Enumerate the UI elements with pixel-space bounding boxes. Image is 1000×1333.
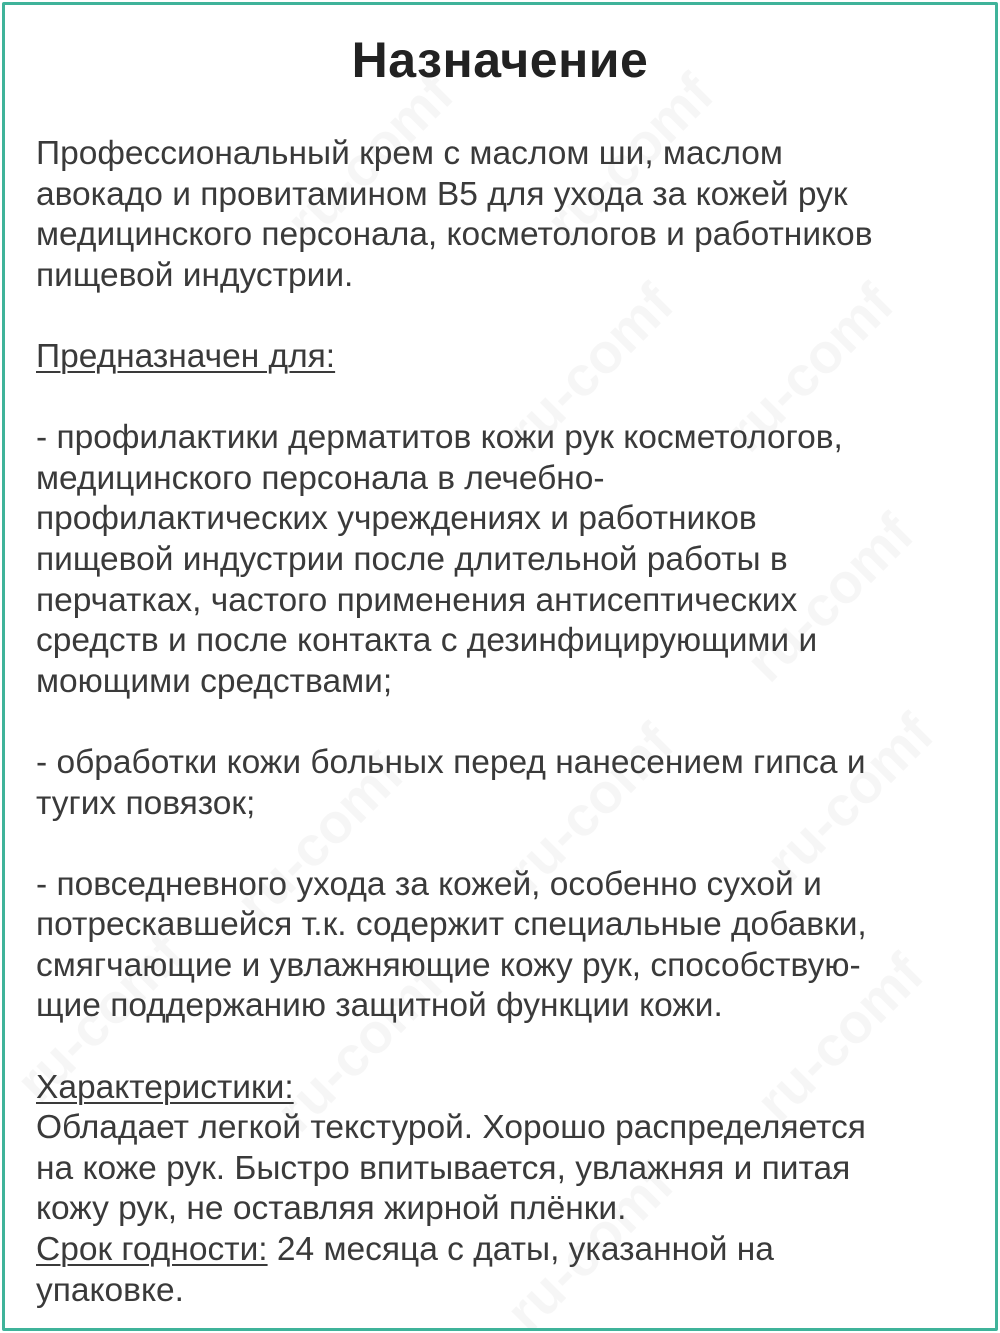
purpose-heading (36, 337, 971, 378)
characteristics-heading (36, 1068, 971, 1109)
purpose-item-line: пищевой индустрии после длительной работы в (36, 540, 788, 578)
purpose-item-line: - обработки кожи больных перед нанесением гипса и (36, 743, 866, 781)
purpose-item-line: перчатках, частого применения антисептических (36, 581, 798, 619)
purpose-item-line: щие поддержанию защитной функции кожи. (36, 987, 723, 1025)
characteristics-line: на коже рук. Быстро впитывается, увлажняя и питая (36, 1149, 851, 1187)
purpose-item-line: потрескавшейся т.к. содержит специальные добавки, (36, 906, 867, 944)
characteristics-line: Обладает легкой текстурой. Хорошо распределяется (36, 1109, 866, 1147)
purpose-item-line: тугих повязок; (36, 784, 256, 822)
intro-line: Профессиональный крем с маслом ши, маслом (36, 135, 783, 172)
shelf-life-line: упаковке. (36, 1271, 184, 1309)
shelf-life-label: Срок годности: (36, 1231, 268, 1269)
characteristics-line: кожу рук, не оставляя жирной плёнки. (36, 1190, 627, 1228)
characteristics-heading-text: Характеристики: (36, 1068, 294, 1106)
intro-line: пищевой индустрии. (36, 256, 354, 294)
intro-line: авокадо и провитамином B5 для ухода за кожей рук (36, 175, 848, 213)
purpose-item-line: средств и после контакта с дезинфицирующими и (36, 622, 818, 660)
intro-paragraph (36, 134, 971, 296)
purpose-item-line: моющими средствами; (36, 662, 393, 700)
purpose-item-line: - повседневного ухода за кожей, особенно сухой и (36, 865, 822, 903)
purpose-item (36, 418, 971, 702)
characteristics-paragraph (36, 1108, 971, 1230)
purpose-item-line: смягчающие и увлажняющие кожу рук, способствую- (36, 946, 861, 984)
shelf-life-line (36, 1230, 971, 1271)
purpose-item-line: медицинского персонала в лечебно- (36, 459, 605, 497)
page-title: Назначение (351, 32, 649, 88)
intro-line: медицинского персонала, косметологов и работников (36, 216, 873, 254)
purpose-item-line: - профилактики дерматитов кожи рук косметологов, (36, 419, 843, 457)
description-body (36, 134, 971, 1311)
purpose-item (36, 865, 971, 1027)
product-info-card (2, 2, 998, 1331)
purpose-item (36, 743, 971, 824)
purpose-item-line: профилактических учреждениях и работников (36, 500, 757, 538)
shelf-life-value: 24 месяца с даты, указанной на (267, 1231, 774, 1269)
purpose-heading-text: Предназначен для: (36, 337, 336, 375)
